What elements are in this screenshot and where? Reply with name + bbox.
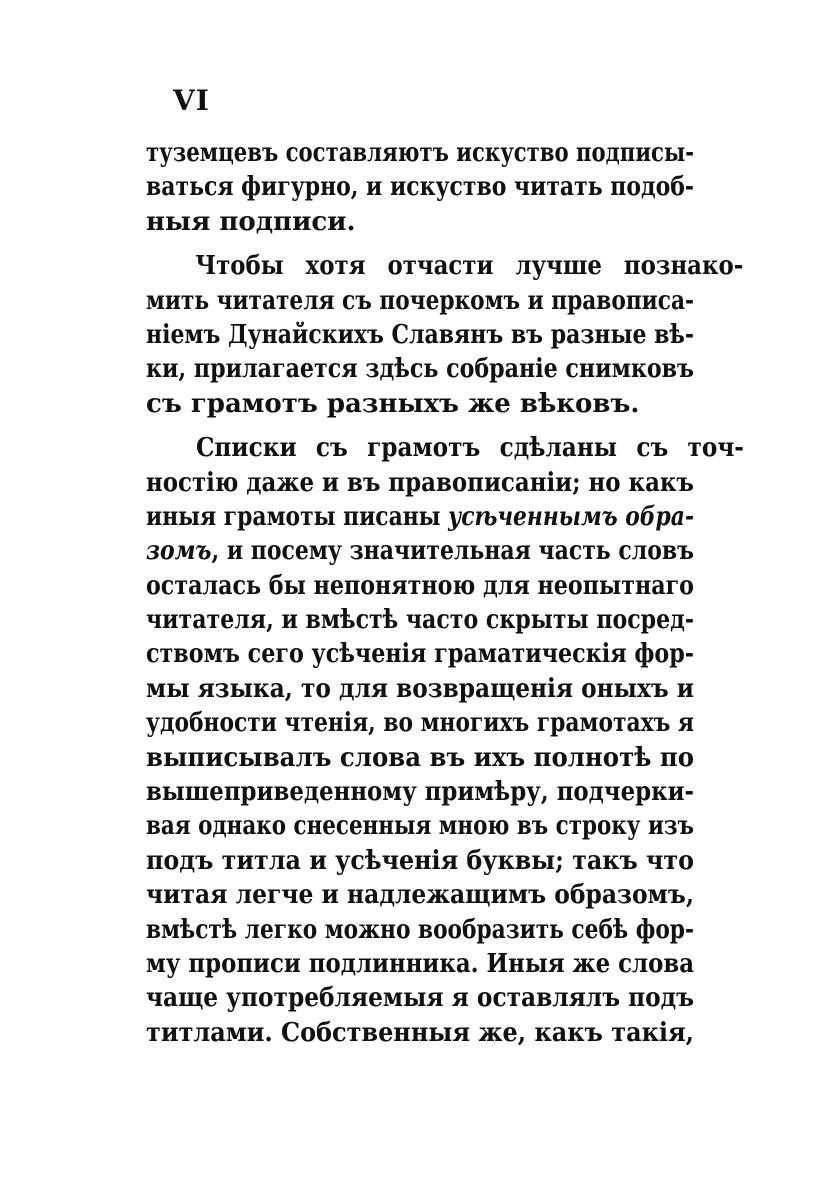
- text-line: выписывалъ слова въ ихъ полнотѣ по: [146, 742, 694, 773]
- text-line: удобности чтенія, во многихъ грамотахъ я: [146, 708, 694, 739]
- text-line: читая легче и надлежащимъ образомъ,: [146, 880, 694, 911]
- text-line-mixed: [146, 500, 694, 534]
- text-line: мить читателя съ почеркомъ и правописа-: [146, 285, 694, 316]
- text-line: вмѣстѣ легко можно вообразить себѣ фор-: [146, 914, 694, 945]
- text-line: му прописи подлинника. Иныя же слова: [146, 948, 694, 979]
- text-line: Списки съ грамотъ сдѣланы съ точ-: [195, 433, 744, 464]
- text-line: ныя подписи.: [146, 206, 356, 237]
- text-line: чаще употребляемыя я оставлялъ подъ: [146, 983, 694, 1014]
- text-line: ствомъ сего усѣченія граматическія фор-: [146, 639, 694, 670]
- text-line: мы языка, то для возвращенія оныхъ и: [146, 673, 694, 704]
- text-line: вышеприведенному примѣру, подчерки-: [146, 777, 694, 808]
- text-line: осталась бы непонятною для неопытнаго: [146, 570, 694, 601]
- text-line: вая однако снесенныя мною въ строку изъ: [146, 811, 694, 842]
- italic-segment: усѣченнымъ обра-: [448, 501, 694, 532]
- text-segment: , и посему значительная часть словъ: [211, 536, 694, 567]
- text-line: читателя, и вмѣстѣ часто скрыты посред-: [146, 605, 694, 636]
- text-line: ніемъ Дунайскихъ Славянъ въ разные вѣ-: [146, 319, 694, 350]
- text-line-mixed: [146, 534, 694, 568]
- italic-segment: зомъ: [146, 536, 212, 567]
- body-text: [146, 136, 744, 1050]
- text-line: титлами. Собственныя же, какъ такія,: [146, 1017, 694, 1048]
- text-line: туземцевъ составляютъ искуство подписы-: [146, 138, 694, 168]
- paragraph-gap: [146, 239, 694, 249]
- text-line: Чтобы хотя отчасти лучше познако-: [195, 251, 744, 282]
- page-number: VI: [173, 84, 210, 117]
- text-segment: иныя грамоты писаны: [146, 501, 449, 532]
- text-line: съ грамотъ разныхъ же вѣковъ.: [146, 388, 640, 419]
- text-line: ваться фигурно, и искуство читать подоб-: [146, 172, 694, 203]
- text-line: ки, прилагается здѣсь собраніе снимковъ: [146, 354, 694, 385]
- text-line: подъ титла и усѣченія буквы; такъ что: [146, 845, 694, 876]
- text-line: ностію даже и въ правописаніи; но какъ: [146, 467, 694, 498]
- paragraph-gap: [146, 421, 694, 431]
